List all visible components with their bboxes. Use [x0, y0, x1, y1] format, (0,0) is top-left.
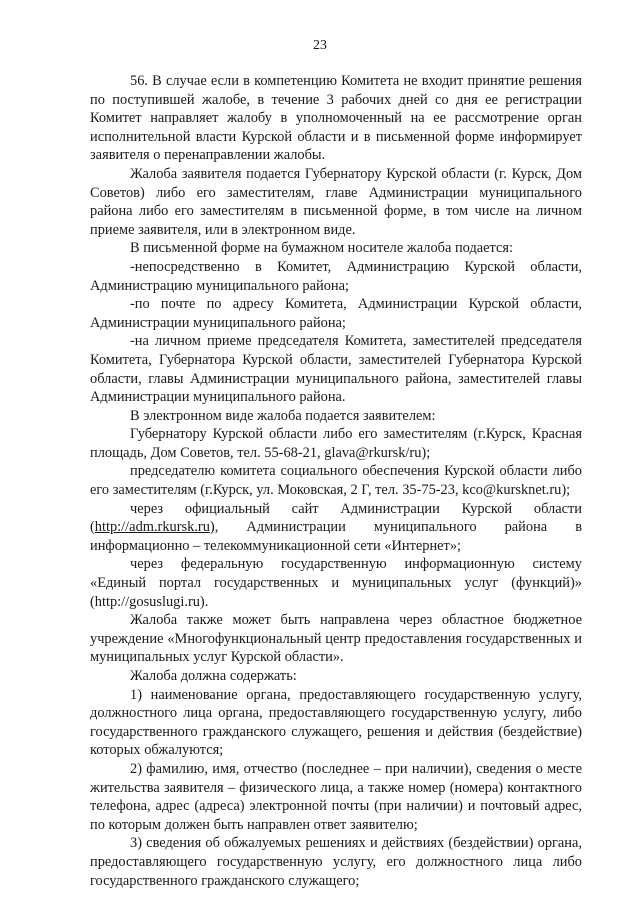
list-item-2: 2) фамилию, имя, отчество (последнее – при наличии), сведения о месте жительства заявителя – физического лица, а также номер (номера) контактного телефона, адрес (адреса) электронной почты (при наличии) и почтовый адрес, по которым должен быть направлен ответ заявителю;	[90, 760, 582, 833]
site-text-before: через официальный сайт Администрации Курской области (	[90, 500, 582, 536]
page-number: 23	[313, 38, 327, 53]
list-item-federal-portal: через федеральную государственную информационную систему «Единый портал государственных и муниципальных услуг (функций)» (http://gosuslugi.ru).	[90, 556, 582, 610]
list-item-1: 1) наименование органа, предоставляющего государственную услугу, должностного лица органа, предоставляющего государственную услугу, либо государственного гражданского служащего, решения и действия (бездействие) которых обжалуются;	[90, 686, 582, 759]
list-item-personal-reception: -на личном приеме председателя Комитета, заместителей председателя Комитета, Губернатора Курской области, заместителей Губернатора Курской области, главы Администрации муниципального района, заместителей главы Администрации муниципального района.	[90, 333, 582, 406]
list-item-governor: Губернатору Курской области либо его заместителям (г.Курск, Красная площадь, Дом Советов, тел. 55-68-21, glava@rkursk/ru);	[90, 426, 582, 461]
paragraph-electronic-form: В электронном виде жалоба подается заявителем:	[130, 407, 436, 424]
list-item-3: 3) сведения об обжалуемых решениях и действиях (бездействии) органа, предоставляющего государственную услугу, его должностного лица либо государственного гражданского служащего;	[90, 835, 582, 889]
list-item-by-mail: -по почте по адресу Комитета, Администрации Курской области, Администрации муниципального района;	[90, 296, 582, 331]
paragraph-56: 56. В случае если в компетенцию Комитета не входит принятие решения по поступившей жалобе, в течение 3 рабочих дней со дня ее регистрации Комитет направляет жалобу в уполномоченный на ее рассмотрение орган исполнительной власти Курской области и в письменной форме информирует заявителя о перенаправлении жалобы.	[90, 73, 582, 164]
list-item-committee-chair: председателю комитета социального обеспечения Курской области либо его заместителям (г.Курск, ул. Моковская, 2 Г, тел. 35-75-23, kco@kursknet.ru);	[90, 463, 582, 499]
site-text-after: ), Администрации муниципального района в информационно – телекоммуникационной сети «Интернет»;	[90, 519, 582, 554]
paragraph-must-contain: Жалоба должна содержать:	[130, 668, 297, 684]
adm-site-link[interactable]: http://adm.rkursk.ru	[94, 519, 210, 536]
paragraph-complaint-filing: Жалоба заявителя подается Губернатору Курской области (г. Курск, Дом Советов) либо его заместителям, главе Администрации муниципального района либо его заместителям в письменной форме, в том числе на личном приеме заявителя, или в электронном виде.	[90, 165, 582, 238]
list-item-official-site	[90, 500, 582, 556]
list-item-directly: -непосредственно в Комитет, Администрацию Курской области, Администрацию муниципального района;	[90, 258, 582, 294]
paragraph-mfc: Жалоба также может быть направлена через областное бюджетное учреждение «Многофункциональный центр предоставления государственных и муниципальных услуг Курской области».	[90, 612, 582, 666]
paragraph-written-form: В письменной форме на бумажном носителе жалоба подается:	[130, 240, 514, 257]
document-body	[90, 72, 582, 890]
